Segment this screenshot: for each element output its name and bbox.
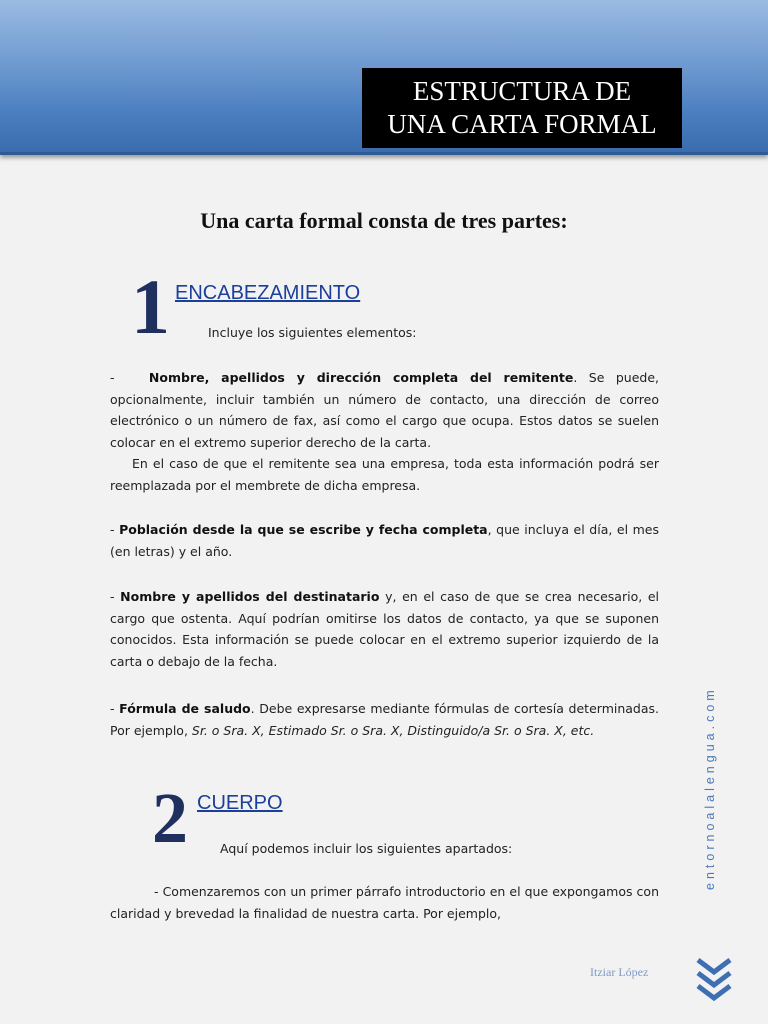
section-2-title: CUERPO — [197, 792, 283, 814]
section-1-item-destinatario: - Nombre y apellidos del destinatario y, en el caso de que se crea necesario, el cargo que ostenta. Aquí podrían omitirse los datos de contacto, ya que se suponen conocidos. Esta información se puede colocar en el extremo superior izquierdo de la carta o debajo de la fecha. — [110, 589, 660, 669]
author-name: Itziar López — [590, 965, 649, 979]
section-1-item-remitente-note: En el caso de que el remitente sea una empresa, toda esta información podrá ser reemplazada por el membrete de dicha empresa. — [110, 456, 659, 493]
section-2-item-introduccion: - Comenzaremos con un primer párrafo introductorio en el que expongamos con claridad y brevedad la finalidad de nuestra carta. Por ejemplo, — [110, 884, 659, 921]
item-bold-label: Nombre, apellidos y dirección completa del remitente — [148, 370, 574, 385]
section-1-number: 1 — [131, 263, 170, 350]
document-title — [362, 68, 682, 148]
side-website-url: entornoalalengua.com — [703, 686, 717, 890]
section-1-item-poblacion: - Población desde la que se escribe y fecha completa, que incluya el día, el mes (en letras) y el año. — [110, 522, 659, 559]
section-1-item-saludo: - Fórmula de saludo. Debe expresarse mediante fórmulas de cortesía determinadas. Por ejemplo, Sr. o Sra. X, Estimado Sr. o Sra. X, Distinguido/a Sr. o Sra. X, etc. — [110, 701, 660, 738]
section-1-intro: Incluye los siguientes elementos: — [208, 325, 417, 340]
chevron-down-icon — [695, 955, 733, 1005]
item-italic-examples: Sr. o Sra. X, Estimado Sr. o Sra. X, Distinguido/a Sr. o Sra. X, etc. — [191, 722, 595, 738]
item-bold-label: Población desde la que se escribe y fecha completa — [119, 522, 488, 537]
title-line-1: ESTRUCTURA DE — [412, 76, 632, 106]
item-bold-label: Fórmula de saludo — [119, 701, 251, 716]
section-1-title: ENCABEZAMIENTO — [175, 282, 361, 304]
section-2-intro: Aquí podemos incluir los siguientes apartados: — [220, 841, 513, 856]
item-bold-label: Nombre y apellidos del destinatario — [120, 589, 380, 604]
section-1-item-remitente: - Nombre, apellidos y dirección completa del remitente. Se puede, opcionalmente, incluir también un número de contacto, una dirección de correo electrónico o un número de fax, así como el cargo que ocupa. Estos datos se suelen colocar en el extremo superior derecho de la carta. En el caso de que el remitente sea una empresa, toda esta información podrá ser reemplazada por el membrete de dicha empresa. — [110, 367, 659, 496]
document-subtitle: Una carta formal consta de tres partes: — [200, 208, 568, 233]
title-line-2: UNA CARTA FORMAL — [387, 109, 657, 139]
section-2-number: 2 — [152, 778, 188, 858]
